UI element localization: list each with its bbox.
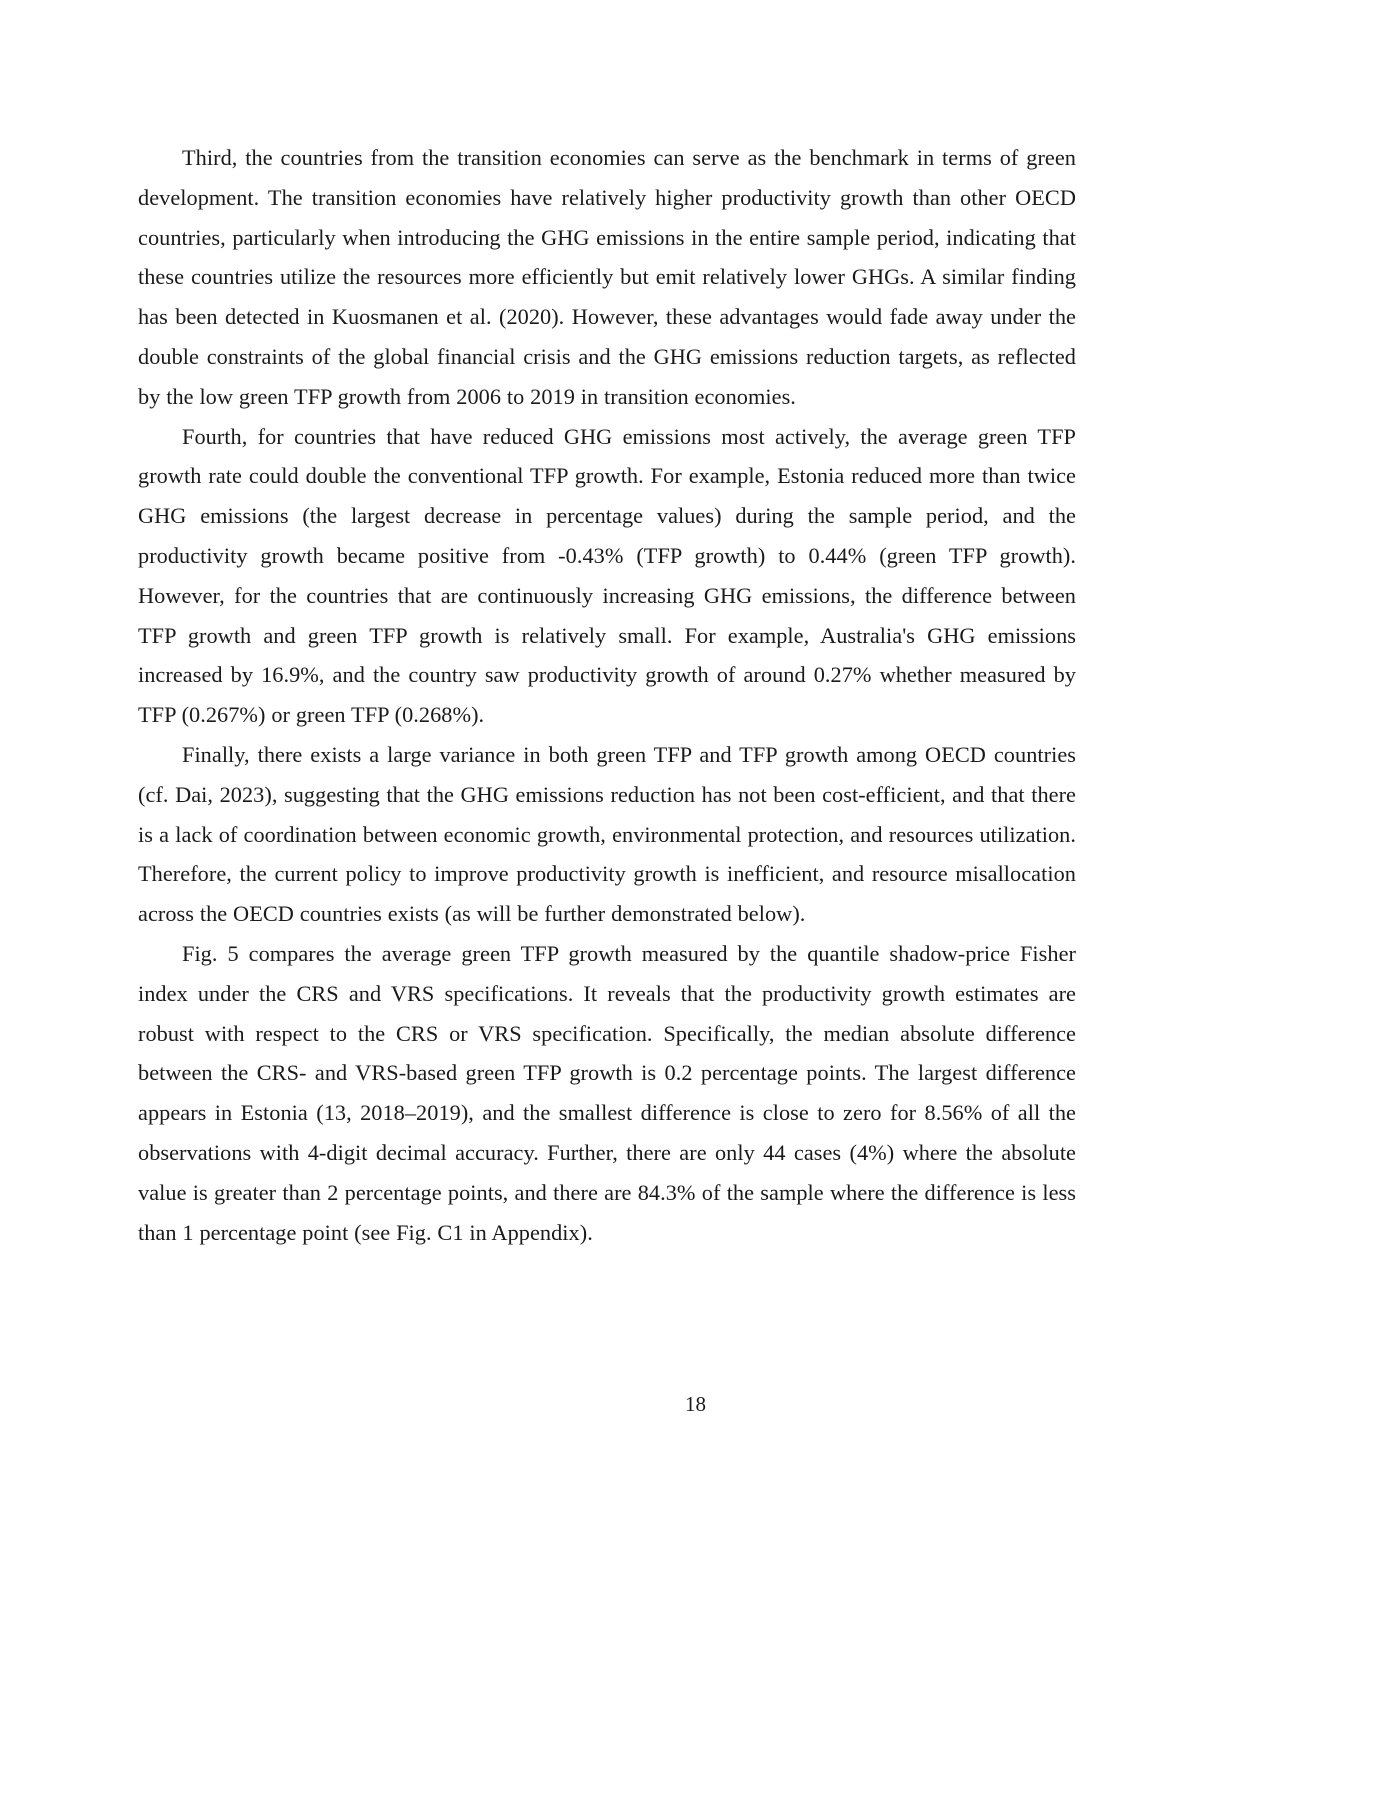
- paragraph-third: Third, the countries from the transition economies can serve as the benchmark in terms of green development. The transition economies have relatively higher productivity growth than other OECD countries, particularly when introducing the GHG emissions in the entire sample period, indicating that these countries utilize the resources more efficiently but emit relatively lower GHGs. A similar finding has been detected in Kuosmanen et al. (2020). However, these advantages would fade away under the double constraints of the global financial crisis and the GHG emissions reduction targets, as reflected by the low green TFP growth from 2006 to 2019 in transition economies.: [138, 145, 1076, 409]
- paragraph-finally: Finally, there exists a large variance in both green TFP and TFP growth among OECD countries (cf. Dai, 2023), suggesting that the GHG emissions reduction has not been cost-efficient, and that there is a lack of coordination between economic growth, environmental protection, and resources utilization. Therefore, the current policy to improve productivity growth is inefficient, and resource misallocation across the OECD countries exists (as will be further demonstrated below).: [138, 741, 1076, 927]
- body-text-column: [138, 138, 1076, 1252]
- page-number: 18: [685, 1392, 706, 1416]
- paragraph-fourth: Fourth, for countries that have reduced GHG emissions most actively, the average green TFP growth rate could double the conventional TFP growth. For example, Estonia reduced more than twice GHG emissions (the largest decrease in percentage values) during the sample period, and the productivity growth became positive from -0.43% (TFP growth) to 0.44% (green TFP growth). However, for the countries that are continuously increasing GHG emissions, the difference between TFP growth and green TFP growth is relatively small. For example, Australia's GHG emissions increased by 16.9%, and the country saw productivity growth of around 0.27% whether measured by TFP (0.267%) or green TFP (0.268%).: [138, 423, 1076, 728]
- paragraph-fig5-comparison: Fig. 5 compares the average green TFP growth measured by the quantile shadow-price Fisher index under the CRS and VRS specifications. It reveals that the productivity growth estimates are robust with respect to the CRS or VRS specification. Specifically, the median absolute difference between the CRS- and VRS-based green TFP growth is 0.2 percentage points. The largest difference appears in Estonia (13, 2018–2019), and the smallest difference is close to zero for 8.56% of all the observations with 4-digit decimal accuracy. Further, there are only 44 cases (4%) where the absolute value is greater than 2 percentage points, and there are 84.3% of the sample where the difference is less than 1 percentage point (see Fig. C1 in Appendix).: [138, 940, 1076, 1245]
